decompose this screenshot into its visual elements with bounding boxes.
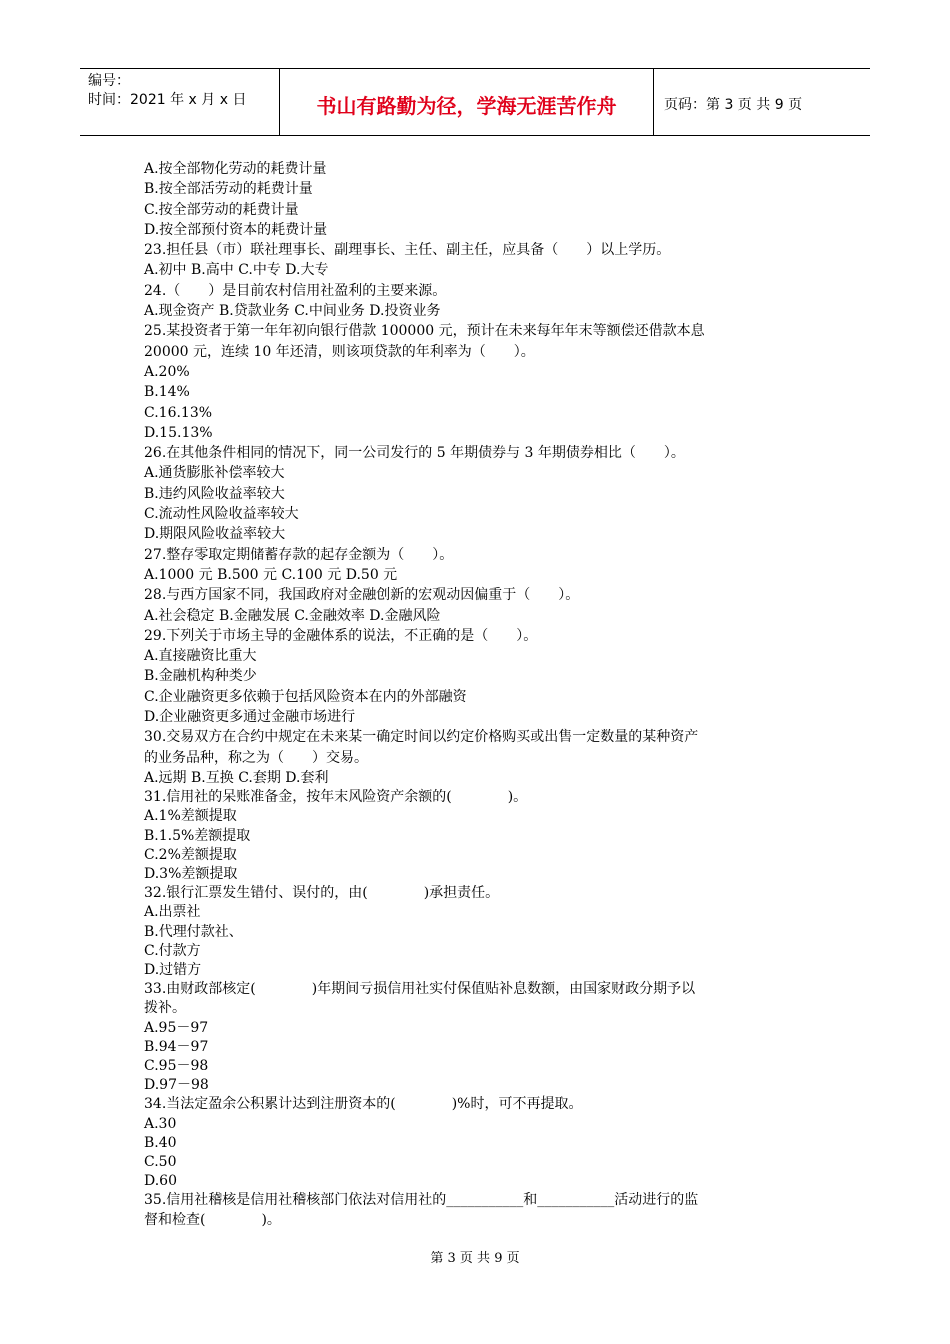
number-label: 编号： [88, 73, 130, 89]
text-line: C.50 [144, 1154, 177, 1171]
text-line: A.初中 B.高中 C.中专 D.大专 [144, 262, 329, 279]
text-line: C.2%差额提取 [144, 846, 237, 863]
text-line: 31.信用社的呆账准备金，按年末风险资产余额的( )。 [144, 789, 528, 806]
text-line: A.30 [144, 1115, 177, 1132]
text-line: B.14% [144, 384, 190, 401]
text-line: D.97－98 [144, 1077, 209, 1094]
text-line: A.20% [144, 363, 190, 380]
text-line: A.1000 元 B.500 元 C.100 元 D.50 元 [144, 566, 398, 583]
text-line: A.1%差额提取 [144, 808, 237, 825]
text-line: A.95－97 [144, 1019, 209, 1036]
text-line: C.按全部劳动的耗费计量 [144, 201, 299, 218]
text-line: A.直接融资比重大 [144, 648, 257, 665]
text-line: C.95－98 [144, 1058, 209, 1075]
text-line: 25.某投资者于第一年年初向银行借款 100000 元，预计在未来每年年末等额偿还借款本息 [144, 323, 705, 340]
text-line: B.金融机构种类少 [144, 668, 257, 685]
text-line: A.出票社 [144, 904, 201, 921]
time-label: 时间：2021 年 x 月 x 日 [88, 92, 247, 108]
text-line: D.企业融资更多通过金融市场进行 [144, 709, 356, 726]
header-page-number: 页码：第 3 页 共 9 页 [664, 97, 803, 113]
text-line: D.期限风险收益率较大 [144, 526, 286, 543]
text-line: 30.交易双方在合约中规定在未来某一确定时间以约定价格购买或出售一定数量的某种资产 [144, 729, 699, 746]
text-line: A.按全部物化劳动的耗费计量 [144, 161, 327, 177]
text-line: C.流动性风险收益率较大 [144, 506, 299, 523]
text-line: 27.整存零取定期储蓄存款的起存金额为（ ）。 [144, 546, 454, 563]
text-line: B.按全部活劳动的耗费计量 [144, 181, 313, 198]
text-line: B.94－97 [144, 1038, 209, 1055]
text-line: B.代理付款社、 [144, 923, 243, 940]
text-line: 督和检查( )。 [144, 1211, 281, 1228]
text-line: 20000 元，连续 10 年还清，则该项贷款的年利率为（ ）。 [144, 343, 535, 360]
text-line: D.15.13% [144, 424, 213, 441]
text-line: A.远期 B.互换 C.套期 D.套利 [144, 769, 329, 786]
text-line: 32.银行汇票发生错付、误付的，由( )承担责任。 [144, 885, 500, 902]
page-footer: 第 3 页 共 9 页 [430, 1251, 520, 1266]
header-meta [80, 69, 280, 135]
text-line: C.16.13% [144, 404, 213, 421]
questions-block-1 [144, 159, 814, 788]
questions-block-2 [144, 788, 814, 1230]
text-line: 29.下列关于市场主导的金融体系的说法，不正确的是（ ）。 [144, 627, 538, 644]
text-line: B.违约风险收益率较大 [144, 485, 285, 502]
text-line: 28.与西方国家不同，我国政府对金融创新的宏观动因偏重于（ ）。 [144, 587, 580, 604]
text-line: A.现金资产 B.贷款业务 C.中间业务 D.投资业务 [144, 303, 441, 320]
text-line: C.付款方 [144, 942, 201, 959]
text-line: A.通货膨胀补偿率较大 [144, 465, 285, 482]
question-content [144, 159, 814, 1230]
text-line: 拨补。 [144, 1000, 186, 1017]
text-line: D.按全部预付资本的耗费计量 [144, 221, 328, 238]
text-line: 33.由财政部核定( )年期间亏损信用社实付保值贴补息数额，由国家财政分期予以 [144, 981, 696, 998]
text-line: B.1.5%差额提取 [144, 827, 251, 844]
text-line: 26.在其他条件相同的情况下，同一公司发行的 5 年期债券与 3 年期债券相比（ ）。 [144, 445, 685, 462]
text-line: 的业务品种，称之为（ ）交易。 [144, 749, 368, 766]
text-line: D.60 [144, 1173, 177, 1190]
text-line: D.3%差额提取 [144, 866, 238, 883]
text-line: D.过错方 [144, 962, 202, 979]
header-motto: 书山有路勤为径，学海无涯苦作舟 [280, 69, 654, 135]
text-line: C.企业融资更多依赖于包括风险资本在内的外部融资 [144, 688, 467, 705]
text-line: 24.（ ）是目前农村信用社盈利的主要来源。 [144, 282, 447, 299]
text-line: 35.信用社稽核是信用社稽核部门依法对信用社的___________和___________活动进行的监 [144, 1192, 699, 1209]
text-line: B.40 [144, 1134, 177, 1151]
page-header [80, 68, 870, 136]
text-line: 34.当法定盈余公积累计达到注册资本的( )%时，可不再提取。 [144, 1096, 583, 1113]
text-line: A.社会稳定 B.金融发展 C.金融效率 D.金融风险 [144, 607, 441, 624]
text-line: 23.担任县（市）联社理事长、副理事长、主任、副主任，应具备（ ）以上学历。 [144, 242, 671, 259]
